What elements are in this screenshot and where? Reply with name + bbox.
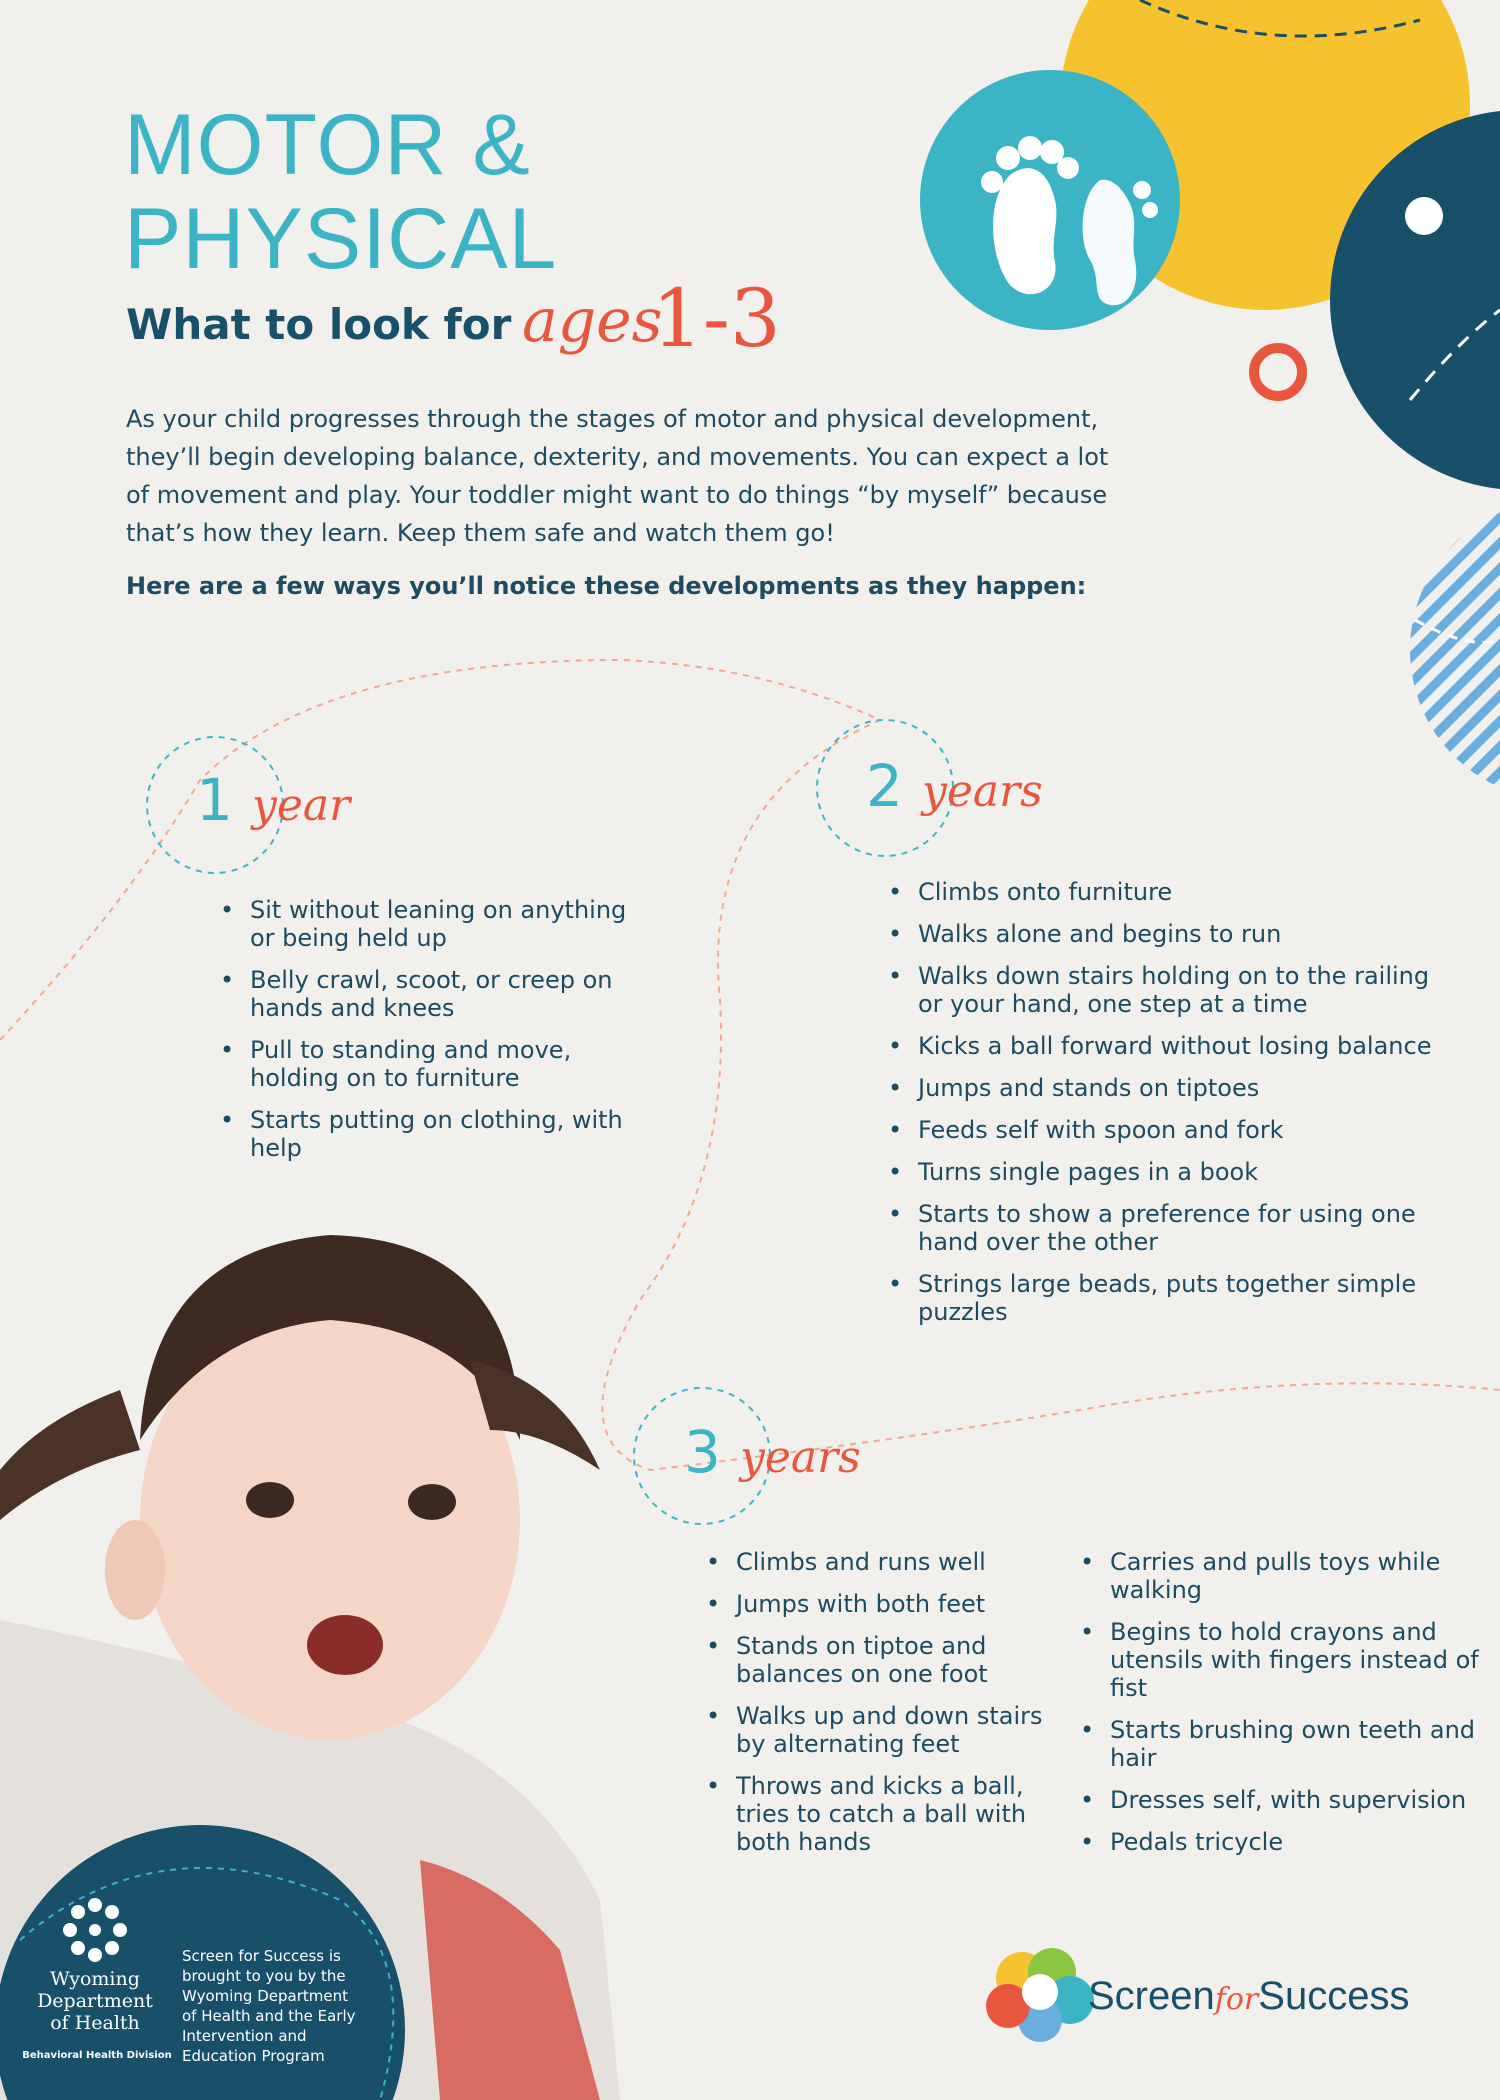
- title-line-2: PHYSICAL: [124, 191, 558, 287]
- coral-ring: [1254, 348, 1302, 396]
- wdh-emblem: [63, 1898, 127, 1962]
- ages-range: 1-3: [652, 272, 781, 365]
- striped-circle: [1410, 500, 1500, 800]
- list-item: • Starts putting on clothing, with help: [220, 1106, 640, 1162]
- year1-number: 1: [196, 766, 233, 834]
- list-item: • Stands on tiptoe and balances on one foot: [706, 1632, 1066, 1688]
- logo-part-2: for: [1214, 1982, 1259, 2017]
- list-item: • Jumps with both feet: [706, 1590, 1066, 1618]
- screen-for-success-logo-icon: [986, 1948, 1094, 2042]
- title-line-1: MOTOR &: [124, 97, 531, 193]
- logo-part-1: Screen: [1088, 1974, 1215, 2018]
- list-item: • Dresses self, with supervision: [1080, 1786, 1480, 1814]
- year2-number: 2: [866, 752, 903, 820]
- year2-list: [888, 878, 1448, 1340]
- year1-list: [220, 896, 640, 1176]
- year3-list-right: [1080, 1548, 1480, 1870]
- list-item: • Belly crawl, scoot, or creep on hands and knees: [220, 966, 640, 1022]
- subtitle: What to look for: [126, 300, 512, 349]
- wdh-name: Wyoming Department of Health: [37, 1968, 153, 2034]
- year3-word: years: [740, 1432, 861, 1483]
- year3-number: 3: [684, 1418, 721, 1486]
- ages-word: ages: [522, 286, 663, 356]
- list-item: • Feeds self with spoon and fork: [888, 1116, 1448, 1144]
- list-item: • Carries and pulls toys while walking: [1080, 1548, 1480, 1604]
- screen-for-success-logo: [1088, 1974, 1409, 2019]
- list-item: • Climbs onto furniture: [888, 878, 1448, 906]
- list-item: • Pull to standing and move, holding on to furniture: [220, 1036, 640, 1092]
- intro-paragraph: As your child progresses through the stages of motor and physical development, they’ll begin developing balance, dexterity, and movements. You can expect a lot of movement and play. Your toddler might want to do things “by myself” because that’s how they learn. Keep them safe and watch them go!: [126, 405, 1109, 547]
- page-title: [124, 98, 557, 286]
- list-item: • Walks alone and begins to run: [888, 920, 1448, 948]
- list-item: • Jumps and stands on tiptoes: [888, 1074, 1448, 1102]
- list-item: • Pedals tricycle: [1080, 1828, 1480, 1856]
- list-item: • Turns single pages in a book: [888, 1158, 1448, 1186]
- list-item: • Starts brushing own teeth and hair: [1080, 1716, 1480, 1772]
- year1-word: year: [252, 780, 351, 831]
- list-item: • Walks up and down stairs by alternating feet: [706, 1702, 1066, 1758]
- list-item: • Sit without leaning on anything or being held up: [220, 896, 640, 952]
- year2-heading: [866, 752, 1043, 820]
- year1-heading: [196, 766, 350, 834]
- list-item: • Strings large beads, puts together simple puzzles: [888, 1270, 1448, 1326]
- intro-lead: Here are a few ways you’ll notice these developments as they happen:: [126, 572, 1087, 600]
- wdh-division: Behavioral Health Division: [22, 2050, 172, 2061]
- list-item: • Starts to show a preference for using one hand over the other: [888, 1200, 1448, 1256]
- list-item: • Begins to hold crayons and utensils with fingers instead of fist: [1080, 1618, 1480, 1702]
- year3-heading: [684, 1418, 861, 1486]
- list-item: • Climbs and runs well: [706, 1548, 1066, 1576]
- footprint-icon: [920, 70, 1180, 330]
- list-item: • Kicks a ball forward without losing balance: [888, 1032, 1448, 1060]
- logo-part-3: Success: [1258, 1974, 1410, 2018]
- year3-list-left: [706, 1548, 1066, 1870]
- list-item: • Walks down stairs holding on to the railing or your hand, one step at a time: [888, 962, 1448, 1018]
- sponsor-text: Screen for Success is brought to you by the Wyoming Department of Health and the Early Intervention and Education Program: [182, 1947, 356, 2065]
- list-item: • Throws and kicks a ball, tries to catch a ball with both hands: [706, 1772, 1066, 1856]
- year2-word: years: [922, 766, 1043, 817]
